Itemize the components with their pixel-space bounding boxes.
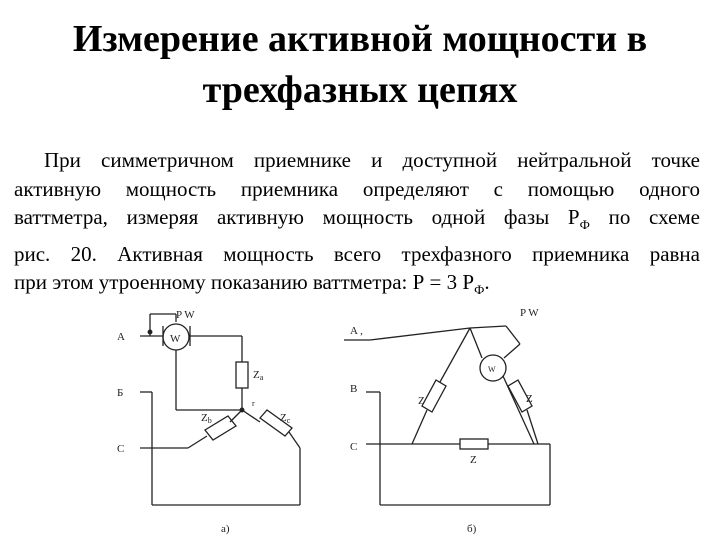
label-b: Б	[117, 387, 124, 399]
wattmeter-b-top-2	[506, 326, 520, 344]
label-pw-a: P W	[176, 309, 195, 321]
node-a	[148, 330, 152, 334]
label-za: Za	[253, 369, 264, 382]
paragraph-line-4: рис. 20. Активная мощность всего трехфазного приемника равна	[14, 241, 700, 266]
wattmeter-b-lead	[470, 328, 482, 358]
diagram-b-labels	[350, 307, 539, 535]
label-z-left: Z	[418, 395, 425, 407]
diagram-a	[140, 314, 300, 505]
caption-a: а)	[221, 523, 230, 535]
paragraph-line-1: При симметричном приемнике и доступной нейтральной точке	[44, 148, 700, 172]
label-zb: Zb	[201, 412, 212, 425]
line-a-to-apex	[370, 328, 470, 340]
zc-top	[242, 410, 260, 422]
label-pw-b: P W	[520, 307, 539, 319]
diagram-b	[344, 326, 550, 505]
label-w: W	[170, 333, 181, 345]
paragraph-line-2: активную мощность приемника определяют с помощью одного	[14, 176, 700, 201]
zc-down	[289, 432, 300, 448]
wattmeter-b-top	[470, 326, 506, 328]
resistor-za	[236, 362, 248, 388]
title-line-2: трехфазных цепях	[202, 69, 518, 111]
paragraph-line-3-a: ваттметра, измеряя активную мощность одной фазы Р	[14, 205, 580, 229]
paragraph-line-5-b: .	[484, 270, 490, 295]
label-a: A	[117, 331, 125, 343]
label-neutral: r	[252, 399, 255, 408]
label-w-b: W	[488, 365, 496, 374]
left-side-top	[440, 328, 470, 382]
caption-b: б)	[467, 523, 477, 535]
resistor-z-left	[422, 380, 446, 412]
label-a-b: A ,	[350, 325, 363, 337]
right-side-bottom	[527, 410, 538, 444]
resistor-z-bottom	[460, 439, 488, 449]
label-z-bottom: Z	[470, 454, 477, 466]
label-c: C	[117, 443, 125, 455]
label-b-b: B	[350, 383, 358, 395]
wattmeter-b-top-3	[504, 344, 520, 358]
label-z-right: Z	[526, 393, 533, 405]
left-side-bottom	[412, 410, 427, 444]
zb-bottom	[188, 436, 207, 448]
paragraph-line-3-b: по схеме	[589, 205, 700, 229]
phase-subscript-2: Ф	[474, 282, 485, 298]
label-c-b: C	[350, 441, 358, 453]
title-line-1: Измерение активной мощности в	[72, 18, 648, 60]
paragraph-line-5-a: при этом утроенному показанию ваттметра: Р = 3 Р	[14, 270, 475, 295]
label-zc: Zc	[280, 412, 291, 425]
phase-subscript: Ф	[579, 217, 590, 233]
